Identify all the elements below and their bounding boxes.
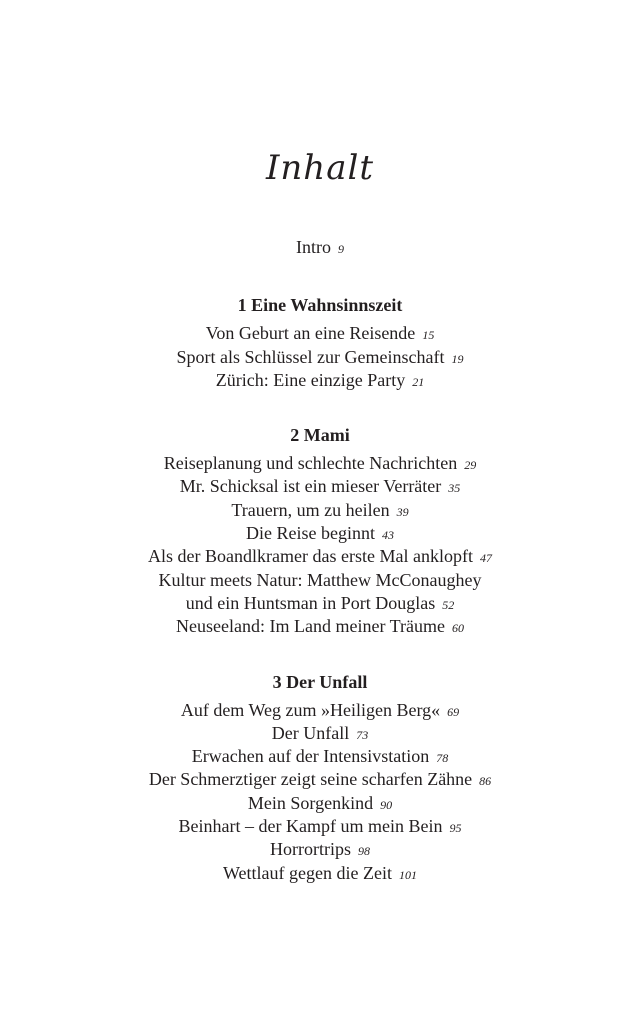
toc-page-number: 60 <box>451 621 464 636</box>
toc-entry <box>0 522 640 545</box>
toc-entry-label: Reiseplanung und schlechte Nachrichten <box>163 453 458 474</box>
toc-page-number: 47 <box>479 551 492 566</box>
toc-entry-label: Von Geburt an eine Reisende <box>205 323 416 344</box>
toc-entry <box>0 699 640 722</box>
toc-entry <box>0 499 640 522</box>
toc-page-number: 43 <box>381 528 394 543</box>
toc-page-number: 101 <box>398 867 417 882</box>
toc-page-number: 21 <box>412 374 425 389</box>
toc-entry-label: Intro <box>296 237 331 257</box>
toc-entry <box>0 838 640 861</box>
toc-page-number: 73 <box>356 727 369 742</box>
toc-entry-label: Kultur meets Natur: Matthew McConaughey <box>158 569 482 590</box>
toc-entry-label: Trauern, um zu heilen <box>231 499 390 520</box>
toc-entry <box>0 815 640 838</box>
chapter-heading: 1 Eine Wahnsinnszeit <box>237 295 403 316</box>
toc-entry-label: Auf dem Weg zum »Heiligen Berg« <box>180 699 441 720</box>
toc-entry-label: Der Unfall <box>271 722 350 743</box>
toc-entry <box>0 452 640 475</box>
toc-entry <box>0 792 640 815</box>
toc-entry-label: Horrortrips <box>270 839 351 860</box>
toc-entry-label: Mein Sorgenkind <box>247 792 374 813</box>
chapter-heading: 2 Mami <box>290 425 350 446</box>
toc-entry <box>0 745 640 768</box>
toc-entry-label: Sport als Schlüssel zur Gemeinschaft <box>176 346 445 367</box>
toc-entry-label: Beinhart – der Kampf um mein Bein <box>178 816 443 837</box>
table-of-contents <box>0 236 640 916</box>
toc-entry-label: und ein Huntsman in Port Douglas <box>185 592 436 613</box>
toc-page-number: 86 <box>479 774 492 789</box>
toc-entry <box>0 615 640 638</box>
toc-entry-label: Der Schmerztiger zeigt seine scharfen Zähne <box>148 769 473 790</box>
chapter-heading: 3 Der Unfall <box>272 671 368 692</box>
toc-entry <box>0 768 640 791</box>
toc-entry <box>0 322 640 345</box>
toc-entry <box>0 475 640 498</box>
toc-page-number: 19 <box>451 351 464 366</box>
toc-page-number: 9 <box>338 242 344 256</box>
page-title: Inhalt <box>265 148 375 188</box>
toc-page-number: 95 <box>449 821 462 836</box>
toc-page-number: 90 <box>380 797 393 812</box>
chapter-1 <box>0 293 640 392</box>
chapter-2 <box>0 423 640 638</box>
toc-entry <box>0 862 640 885</box>
toc-page-number: 15 <box>422 328 435 343</box>
toc-page-number: 39 <box>396 504 409 519</box>
toc-page-number: 29 <box>464 458 477 473</box>
toc-entry-intro <box>0 236 640 259</box>
toc-page-number: 78 <box>436 751 449 766</box>
toc-entry <box>0 722 640 745</box>
chapter-3 <box>0 670 640 885</box>
toc-page-number: 98 <box>357 844 370 859</box>
toc-entry <box>0 545 640 568</box>
toc-entry-label: Neuseeland: Im Land meiner Träume <box>176 616 445 637</box>
toc-entry <box>0 592 640 615</box>
toc-page-number: 35 <box>448 481 461 496</box>
toc-entry <box>0 569 640 592</box>
toc-entry-label: Wettlauf gegen die Zeit <box>223 862 392 883</box>
toc-entry-label: Als der Boandlkramer das erste Mal anklopft <box>148 546 473 567</box>
toc-page-number: 52 <box>442 597 455 612</box>
toc-page-number: 69 <box>447 704 460 719</box>
toc-entry <box>0 346 640 369</box>
toc-entry <box>0 369 640 392</box>
toc-entry-label: Mr. Schicksal ist ein mieser Verräter <box>179 476 442 497</box>
toc-entry-label: Zürich: Eine einzige Party <box>215 369 406 390</box>
toc-entry-label: Erwachen auf der Intensivstation <box>191 746 430 767</box>
toc-entry-label: Die Reise beginnt <box>246 523 375 544</box>
